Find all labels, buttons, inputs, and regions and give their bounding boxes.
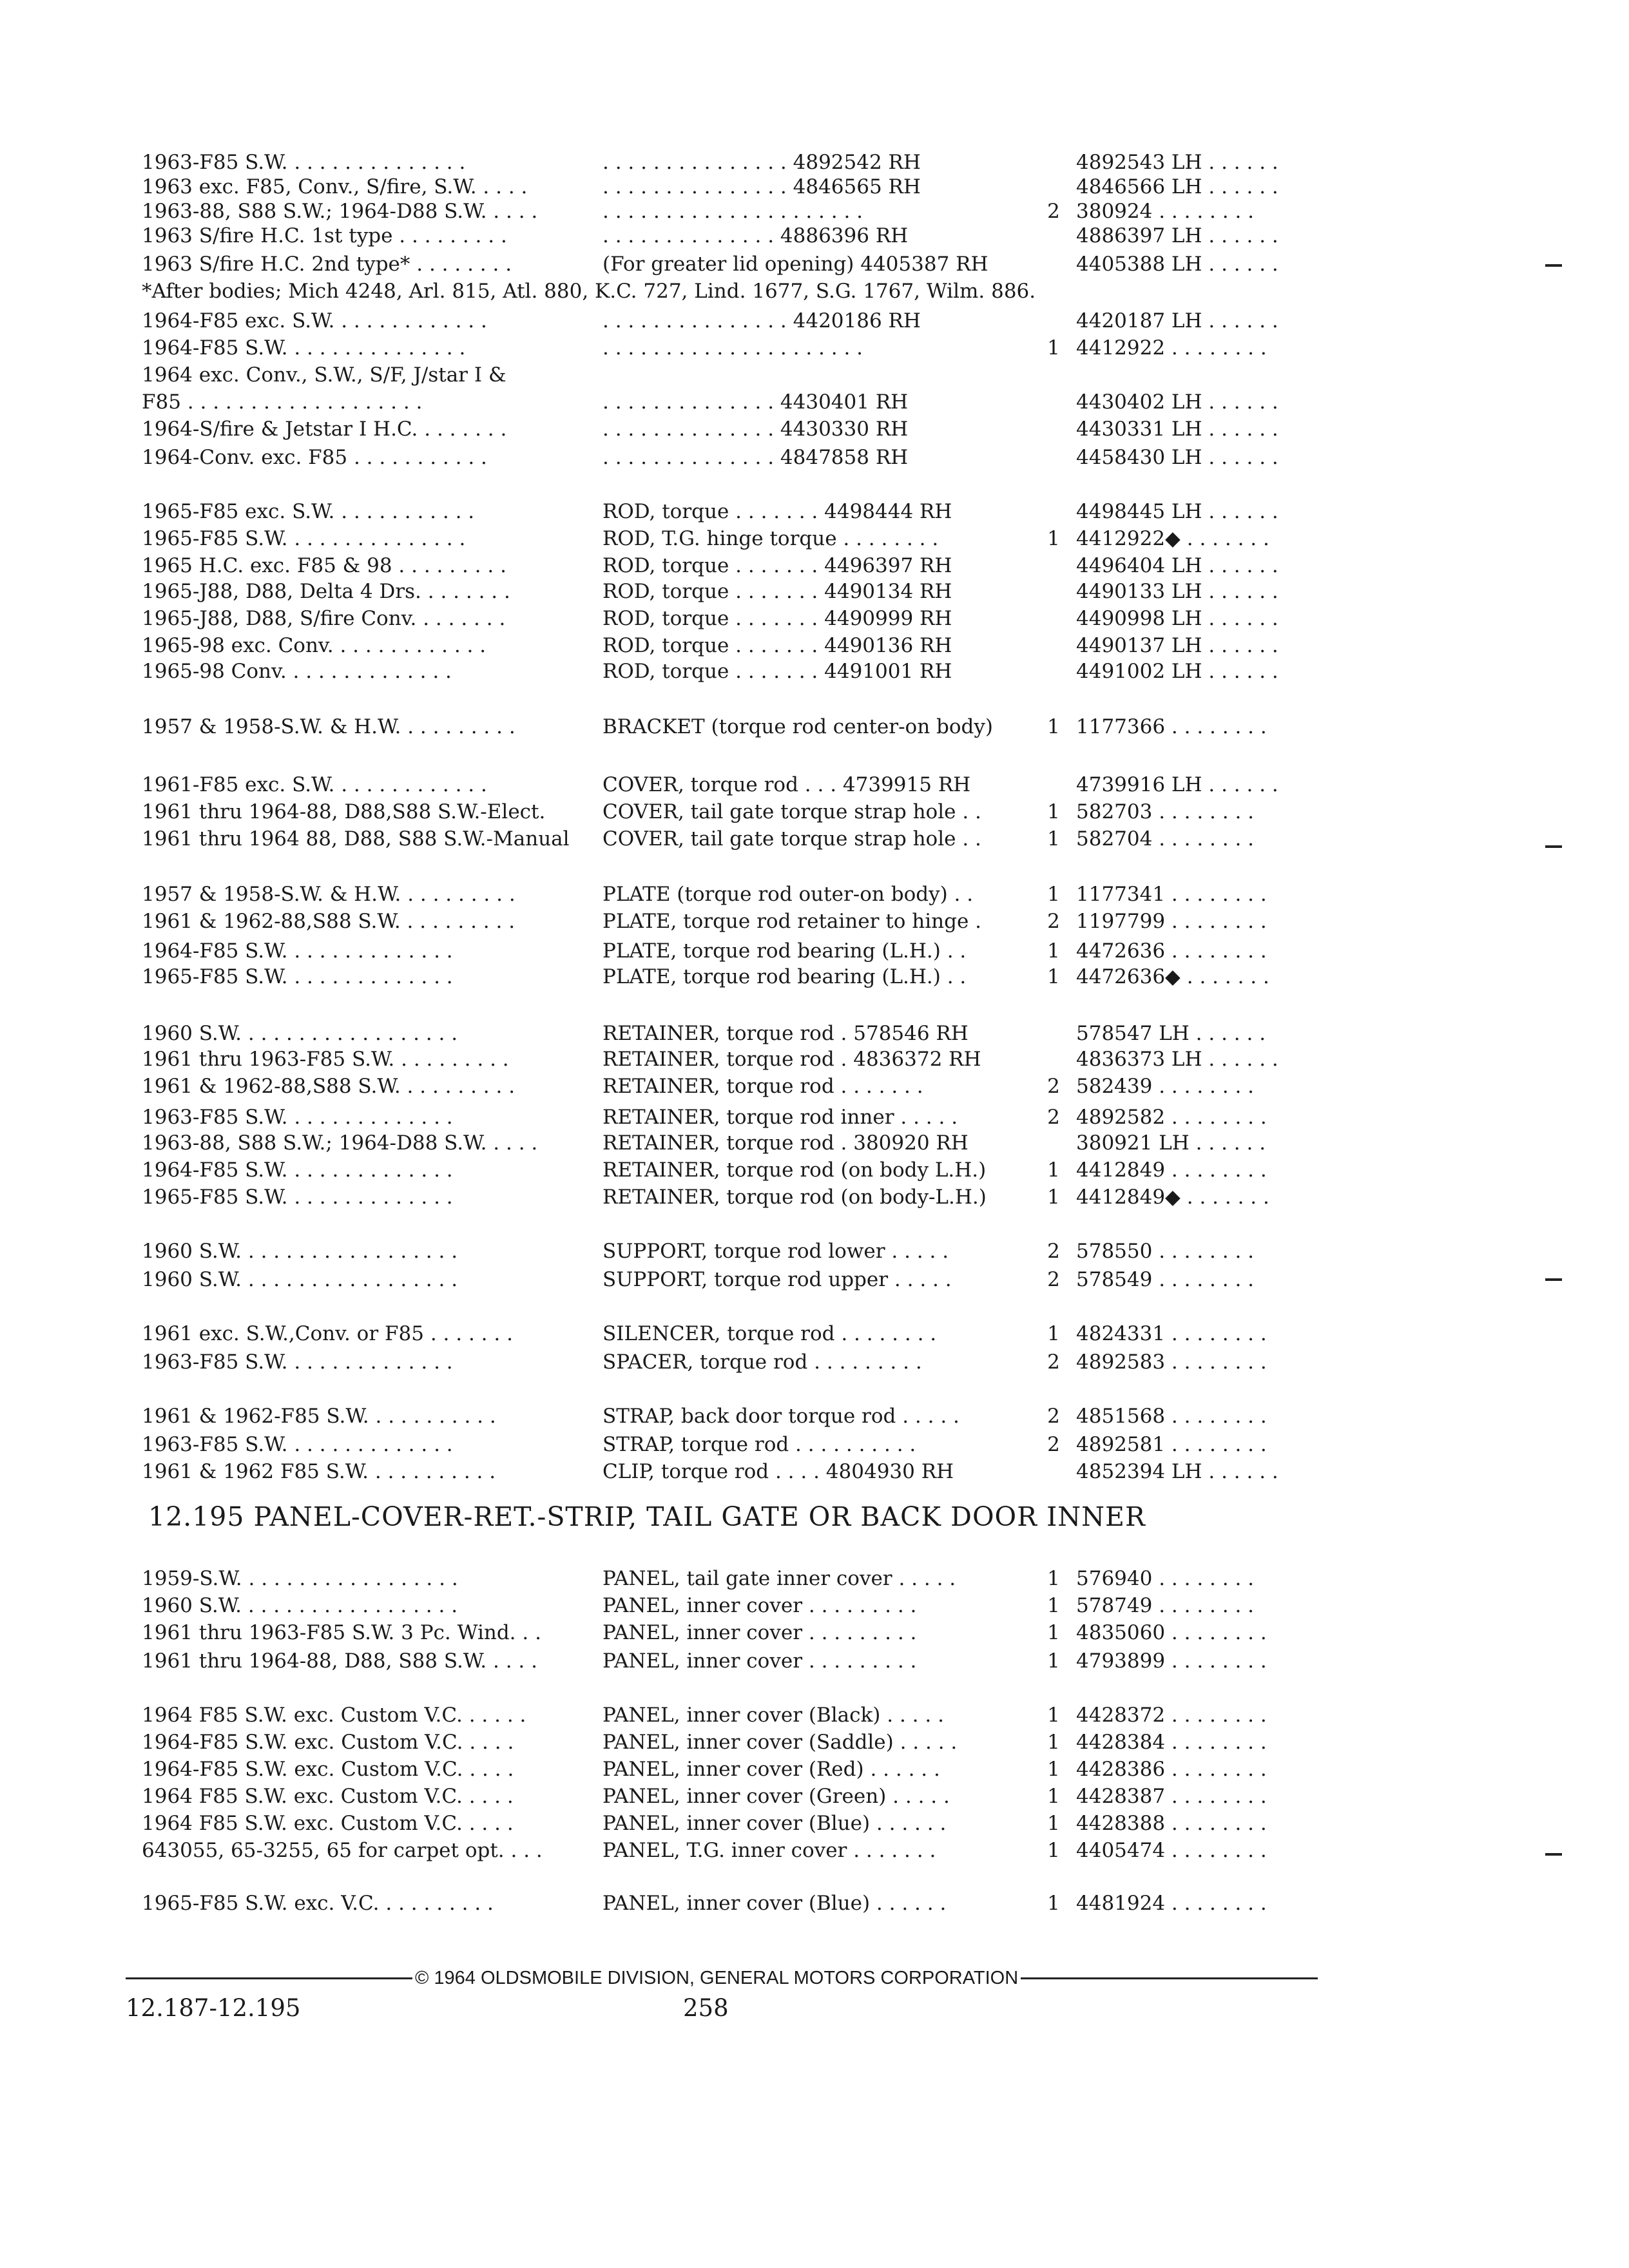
part-number-cell: 582703 . . . . . . . . bbox=[1076, 800, 1255, 823]
part-number-cell: 1177366 . . . . . . . . bbox=[1076, 715, 1267, 738]
description-cell: PANEL, tail gate inner cover . . . . . bbox=[602, 1567, 956, 1590]
description-cell: . . . . . . . . . . . . . . . 4420186 RH bbox=[602, 309, 921, 332]
description-cell: RETAINER, torque rod . 578546 RH bbox=[602, 1022, 969, 1045]
description-cell: ROD, torque . . . . . . . 4490999 RH bbox=[602, 607, 952, 630]
parts-row bbox=[0, 524, 1629, 553]
parts-row bbox=[0, 798, 1629, 826]
parts-row bbox=[0, 552, 1629, 580]
model-cell: 1961-F85 exc. S.W. . . . . . . . . . . . . bbox=[142, 773, 487, 796]
quantity-cell: 2 bbox=[1047, 1240, 1060, 1263]
parts-row bbox=[0, 497, 1629, 526]
description-cell: PANEL, inner cover (Blue) . . . . . . bbox=[602, 1892, 947, 1915]
description-cell: COVER, torque rod . . . 4739915 RH bbox=[602, 773, 971, 796]
parts-row bbox=[0, 937, 1629, 965]
description-cell: ROD, torque . . . . . . . 4491001 RH bbox=[602, 660, 952, 683]
quantity-cell: 1 bbox=[1047, 1567, 1060, 1590]
description-cell: PANEL, inner cover . . . . . . . . . bbox=[602, 1594, 917, 1617]
description-cell: (For greater lid opening) 4405387 RH bbox=[602, 253, 988, 276]
description-cell: . . . . . . . . . . . . . . 4430401 RH bbox=[602, 390, 909, 414]
model-cell: 1963-F85 S.W. . . . . . . . . . . . . . bbox=[142, 1350, 453, 1374]
part-number-cell: 4892583 . . . . . . . . bbox=[1076, 1350, 1267, 1374]
quantity-cell: 1 bbox=[1047, 715, 1060, 738]
part-number-cell: 4412849◆ . . . . . . . bbox=[1076, 1186, 1269, 1209]
description-cell: PANEL, inner cover (Blue) . . . . . . bbox=[602, 1812, 947, 1835]
description-cell: PANEL, T.G. inner cover . . . . . . . bbox=[602, 1839, 936, 1862]
part-number-cell: 4472636◆ . . . . . . . bbox=[1076, 965, 1269, 988]
parts-row bbox=[0, 1457, 1629, 1486]
quantity-cell: 2 bbox=[1047, 1106, 1060, 1129]
model-cell: 1964 F85 S.W. exc. Custom V.C. . . . . . bbox=[142, 1704, 526, 1727]
parts-row bbox=[0, 604, 1629, 633]
parts-row bbox=[0, 713, 1629, 741]
margin-mark bbox=[1545, 845, 1562, 848]
quantity-cell: 2 bbox=[1047, 200, 1060, 223]
description-cell: ROD, torque . . . . . . . 4496397 RH bbox=[602, 554, 952, 577]
description-cell: ROD, torque . . . . . . . 4498444 RH bbox=[602, 500, 952, 523]
description-cell: SUPPORT, torque rod upper . . . . . bbox=[602, 1268, 952, 1291]
quantity-cell: 2 bbox=[1047, 1350, 1060, 1374]
model-cell: 1964 F85 S.W. exc. Custom V.C. . . . . bbox=[142, 1785, 514, 1808]
description-cell: . . . . . . . . . . . . . . . 4892542 RH bbox=[602, 151, 921, 174]
part-number-cell: 4428384 . . . . . . . . bbox=[1076, 1731, 1267, 1754]
description-cell: PANEL, inner cover . . . . . . . . . bbox=[602, 1621, 917, 1644]
model-cell: 1963 exc. F85, Conv., S/fire, S.W. . . . . bbox=[142, 175, 528, 198]
quantity-cell: 1 bbox=[1047, 1812, 1060, 1835]
quantity-cell: 1 bbox=[1047, 1758, 1060, 1781]
part-number-cell: 578550 . . . . . . . . bbox=[1076, 1240, 1255, 1263]
part-number-cell: 4490137 LH . . . . . . bbox=[1076, 634, 1278, 657]
description-cell: RETAINER, torque rod . 380920 RH bbox=[602, 1131, 969, 1155]
part-number-cell: 4836373 LH . . . . . . bbox=[1076, 1048, 1278, 1071]
parts-row bbox=[0, 880, 1629, 908]
part-number-cell: 4472636 . . . . . . . . bbox=[1076, 939, 1267, 963]
part-number-cell: 4793899 . . . . . . . . bbox=[1076, 1649, 1267, 1673]
part-number-cell: 578549 . . . . . . . . bbox=[1076, 1268, 1255, 1291]
quantity-cell: 1 bbox=[1047, 1892, 1060, 1915]
model-cell: 1965-F85 S.W. exc. V.C. . . . . . . . . . bbox=[142, 1892, 494, 1915]
parts-row bbox=[0, 1755, 1629, 1783]
parts-row bbox=[0, 907, 1629, 936]
parts-row bbox=[0, 1156, 1629, 1184]
part-number-cell: 4490998 LH . . . . . . bbox=[1076, 607, 1278, 630]
model-cell: 1959-S.W. . . . . . . . . . . . . . . . . . bbox=[142, 1567, 458, 1590]
model-cell: 1961 thru 1964-88, D88, S88 S.W. . . . . bbox=[142, 1649, 537, 1673]
model-cell: 1960 S.W. . . . . . . . . . . . . . . . . . bbox=[142, 1594, 458, 1617]
part-number-cell: 4498445 LH . . . . . . bbox=[1076, 500, 1278, 523]
part-number-cell: 4491002 LH . . . . . . bbox=[1076, 660, 1278, 683]
part-number-cell: 1197799 . . . . . . . . bbox=[1076, 910, 1267, 933]
part-number-cell: 4430402 LH . . . . . . bbox=[1076, 390, 1278, 414]
description-cell: PLATE, torque rod bearing (L.H.) . . bbox=[602, 939, 967, 963]
margin-mark bbox=[1545, 1853, 1562, 1856]
quantity-cell: 1 bbox=[1047, 336, 1060, 360]
parts-row bbox=[0, 1348, 1629, 1376]
quantity-cell: 1 bbox=[1047, 1621, 1060, 1644]
model-cell: 1964-Conv. exc. F85 . . . . . . . . . . . bbox=[142, 446, 487, 469]
model-cell: 1961 thru 1964 88, D88, S88 S.W.-Manual bbox=[142, 827, 570, 850]
part-number-cell: 4892581 . . . . . . . . bbox=[1076, 1433, 1267, 1456]
description-cell: PLATE, torque rod retainer to hinge . bbox=[602, 910, 982, 933]
description-cell: SPACER, torque rod . . . . . . . . . bbox=[602, 1350, 922, 1374]
part-number-cell: 4428387 . . . . . . . . bbox=[1076, 1785, 1267, 1808]
model-cell: 1965-98 Conv. . . . . . . . . . . . . . bbox=[142, 660, 452, 683]
quantity-cell: 1 bbox=[1047, 965, 1060, 988]
part-number-cell: 1177341 . . . . . . . . bbox=[1076, 883, 1267, 906]
parts-row bbox=[0, 1701, 1629, 1729]
parts-row bbox=[0, 1564, 1629, 1593]
description-cell: . . . . . . . . . . . . . . 4847858 RH bbox=[602, 446, 909, 469]
part-number-cell: 4496404 LH . . . . . . bbox=[1076, 554, 1278, 577]
model-cell: 1965-J88, D88, S/fire Conv. . . . . . . . bbox=[142, 607, 506, 630]
parts-row bbox=[0, 1647, 1629, 1675]
footer-copyright: © 1964 OLDSMOBILE DIVISION, GENERAL MOTORS CORPORATION bbox=[412, 1965, 1021, 1991]
parts-row bbox=[0, 1103, 1629, 1131]
model-cell: F85 . . . . . . . . . . . . . . . . . . . bbox=[142, 390, 423, 414]
parts-row bbox=[0, 825, 1629, 853]
model-cell: 1960 S.W. . . . . . . . . . . . . . . . . . bbox=[142, 1240, 458, 1263]
description-cell: SUPPORT, torque rod lower . . . . . bbox=[602, 1240, 949, 1263]
description-cell: RETAINER, torque rod inner . . . . . bbox=[602, 1106, 958, 1129]
description-cell: RETAINER, torque rod (on body L.H.) bbox=[602, 1158, 987, 1182]
model-cell: 1964-F85 S.W. . . . . . . . . . . . . . . bbox=[142, 336, 466, 360]
model-cell: 1964-F85 S.W. . . . . . . . . . . . . . bbox=[142, 1158, 453, 1182]
quantity-cell: 1 bbox=[1047, 1594, 1060, 1617]
part-number-cell: 4412922◆ . . . . . . . bbox=[1076, 527, 1269, 550]
parts-row bbox=[0, 631, 1629, 660]
quantity-cell: 1 bbox=[1047, 800, 1060, 823]
model-cell: 1963 S/fire H.C. 2nd type* . . . . . . . . bbox=[142, 253, 512, 276]
quantity-cell: 1 bbox=[1047, 1158, 1060, 1182]
parts-row bbox=[0, 388, 1629, 416]
model-cell: 1961 thru 1964-88, D88,S88 S.W.-Elect. bbox=[142, 800, 546, 823]
description-cell: COVER, tail gate torque strap hole . . bbox=[602, 827, 981, 850]
part-number-cell: 578749 . . . . . . . . bbox=[1076, 1594, 1255, 1617]
parts-row bbox=[0, 222, 1629, 250]
parts-row bbox=[0, 1045, 1629, 1073]
parts-row bbox=[0, 1237, 1629, 1265]
parts-row bbox=[0, 1402, 1629, 1430]
model-cell: 1963-88, S88 S.W.; 1964-D88 S.W. . . . . bbox=[142, 1131, 538, 1155]
description-cell: PANEL, inner cover . . . . . . . . . bbox=[602, 1649, 917, 1673]
model-cell: 1964-S/fire & Jetstar I H.C. . . . . . . . bbox=[142, 418, 507, 441]
margin-mark bbox=[1545, 264, 1562, 267]
parts-row bbox=[0, 1072, 1629, 1100]
part-number-cell: 4405474 . . . . . . . . bbox=[1076, 1839, 1267, 1862]
part-number-cell: 4428386 . . . . . . . . bbox=[1076, 1758, 1267, 1781]
model-cell: 1961 & 1962-88,S88 S.W. . . . . . . . . . bbox=[142, 910, 516, 933]
margin-mark bbox=[1545, 1278, 1562, 1281]
quantity-cell: 1 bbox=[1047, 1785, 1060, 1808]
model-cell: 1961 thru 1963-F85 S.W. . . . . . . . . . bbox=[142, 1048, 509, 1071]
model-cell: 1964 F85 S.W. exc. Custom V.C. . . . . bbox=[142, 1812, 514, 1835]
model-cell: 1963-F85 S.W. . . . . . . . . . . . . . . bbox=[142, 151, 466, 174]
parts-row bbox=[0, 963, 1629, 991]
parts-row bbox=[0, 1889, 1629, 1917]
quantity-cell: 1 bbox=[1047, 1186, 1060, 1209]
model-cell: 1965-98 exc. Conv. . . . . . . . . . . . . bbox=[142, 634, 487, 657]
part-number-cell: 4412849 . . . . . . . . bbox=[1076, 1158, 1267, 1182]
quantity-cell: 1 bbox=[1047, 883, 1060, 906]
description-cell: STRAP, torque rod . . . . . . . . . . bbox=[602, 1433, 916, 1456]
quantity-cell: 2 bbox=[1047, 1405, 1060, 1428]
model-cell: 1964-F85 S.W. exc. Custom V.C. . . . . bbox=[142, 1731, 514, 1754]
model-cell: 1965-F85 S.W. . . . . . . . . . . . . . bbox=[142, 1186, 453, 1209]
part-number-cell: 582704 . . . . . . . . bbox=[1076, 827, 1255, 850]
parts-row bbox=[0, 1809, 1629, 1838]
description-cell: PLATE (torque rod outer-on body) . . bbox=[602, 883, 974, 906]
footer-section-range: 12.187-12.195 bbox=[126, 1994, 301, 2022]
parts-row bbox=[0, 250, 1629, 278]
description-cell: COVER, tail gate torque strap hole . . bbox=[602, 800, 981, 823]
parts-row bbox=[0, 1782, 1629, 1811]
model-cell: 1961 & 1962 F85 S.W. . . . . . . . . . . bbox=[142, 1460, 496, 1483]
quantity-cell: 2 bbox=[1047, 1433, 1060, 1456]
model-cell: 1960 S.W. . . . . . . . . . . . . . . . . . bbox=[142, 1268, 458, 1291]
description-cell: PANEL, inner cover (Green) . . . . . bbox=[602, 1785, 950, 1808]
part-number-cell: 4892543 LH . . . . . . bbox=[1076, 151, 1278, 174]
footer-page-number: 258 bbox=[683, 1994, 729, 2022]
model-cell: 1965-F85 S.W. . . . . . . . . . . . . . bbox=[142, 965, 453, 988]
part-number-cell: 4458430 LH . . . . . . bbox=[1076, 446, 1278, 469]
part-number-cell: 4420187 LH . . . . . . bbox=[1076, 309, 1278, 332]
description-cell: RETAINER, torque rod . 4836372 RH bbox=[602, 1048, 981, 1071]
description-cell: RETAINER, torque rod . . . . . . . bbox=[602, 1075, 923, 1098]
parts-row bbox=[0, 577, 1629, 606]
part-number-cell: 4835060 . . . . . . . . bbox=[1076, 1621, 1267, 1644]
model-cell: 1963-F85 S.W. . . . . . . . . . . . . . bbox=[142, 1433, 453, 1456]
quantity-cell: 1 bbox=[1047, 1704, 1060, 1727]
description-cell: PANEL, inner cover (Black) . . . . . bbox=[602, 1704, 944, 1727]
model-cell: 1963-F85 S.W. . . . . . . . . . . . . . bbox=[142, 1106, 453, 1129]
parts-row bbox=[0, 307, 1629, 335]
part-number-cell: 380924 . . . . . . . . bbox=[1076, 200, 1255, 223]
quantity-cell: 1 bbox=[1047, 1322, 1060, 1345]
parts-row bbox=[0, 415, 1629, 443]
part-number-cell: 4886397 LH . . . . . . bbox=[1076, 224, 1278, 247]
parts-row bbox=[0, 443, 1629, 472]
parts-row bbox=[0, 1129, 1629, 1157]
description-cell: STRAP, back door torque rod . . . . . bbox=[602, 1405, 959, 1428]
description-cell: BRACKET (torque rod center-on body) bbox=[602, 715, 993, 738]
model-cell: 1965 H.C. exc. F85 & 98 . . . . . . . . . bbox=[142, 554, 506, 577]
model-cell: 1964-F85 S.W. . . . . . . . . . . . . . bbox=[142, 939, 453, 963]
model-cell: 1957 & 1958-S.W. & H.W. . . . . . . . . . bbox=[142, 715, 516, 738]
quantity-cell: 1 bbox=[1047, 939, 1060, 963]
part-number-cell: 4739916 LH . . . . . . bbox=[1076, 773, 1278, 796]
part-number-cell: 578547 LH . . . . . . bbox=[1076, 1022, 1266, 1045]
parts-row bbox=[0, 1836, 1629, 1865]
section-heading: 12.195 PANEL-COVER-RET.-STRIP, TAIL GATE OR BACK DOOR INNER bbox=[148, 1501, 1146, 1532]
model-cell: 1964-F85 exc. S.W. . . . . . . . . . . . . bbox=[142, 309, 487, 332]
quantity-cell: 1 bbox=[1047, 1731, 1060, 1754]
parts-row bbox=[0, 1019, 1629, 1048]
parts-row bbox=[0, 1320, 1629, 1348]
description-cell: PANEL, inner cover (Red) . . . . . . bbox=[602, 1758, 940, 1781]
model-cell: 1965-J88, D88, Delta 4 Drs. . . . . . . . bbox=[142, 580, 510, 603]
part-number-cell: 4824331 . . . . . . . . bbox=[1076, 1322, 1267, 1345]
parts-row bbox=[0, 1591, 1629, 1620]
footer-rule-left bbox=[126, 1977, 416, 1979]
description-cell: . . . . . . . . . . . . . . . 4846565 RH bbox=[602, 175, 921, 198]
description-cell: . . . . . . . . . . . . . . 4430330 RH bbox=[602, 418, 909, 441]
part-number-cell: 380921 LH . . . . . . bbox=[1076, 1131, 1266, 1155]
model-cell: 1961 & 1962-88,S88 S.W. . . . . . . . . . bbox=[142, 1075, 516, 1098]
model-cell: 1965-F85 S.W. . . . . . . . . . . . . . . bbox=[142, 527, 466, 550]
part-number-cell: 4428372 . . . . . . . . bbox=[1076, 1704, 1267, 1727]
part-number-cell: 576940 . . . . . . . . bbox=[1076, 1567, 1255, 1590]
model-cell: 1965-F85 exc. S.W. . . . . . . . . . . . bbox=[142, 500, 475, 523]
part-number-cell: 4405388 LH . . . . . . bbox=[1076, 253, 1278, 276]
parts-row bbox=[0, 334, 1629, 362]
part-number-cell: 4430331 LH . . . . . . bbox=[1076, 418, 1278, 441]
description-cell: CLIP, torque rod . . . . 4804930 RH bbox=[602, 1460, 954, 1483]
model-cell: 1960 S.W. . . . . . . . . . . . . . . . . . bbox=[142, 1022, 458, 1045]
part-number-cell: 4490133 LH . . . . . . bbox=[1076, 580, 1278, 603]
parts-row bbox=[0, 771, 1629, 799]
part-number-cell: 4892582 . . . . . . . . bbox=[1076, 1106, 1267, 1129]
part-number-cell: 4852394 LH . . . . . . bbox=[1076, 1460, 1278, 1483]
quantity-cell: 2 bbox=[1047, 1268, 1060, 1291]
model-cell: 1964 exc. Conv., S.W., S/F, J/star I & bbox=[142, 363, 506, 387]
description-cell: SILENCER, torque rod . . . . . . . . bbox=[602, 1322, 937, 1345]
model-cell: 1961 & 1962-F85 S.W. . . . . . . . . . . bbox=[142, 1405, 496, 1428]
parts-row bbox=[0, 1265, 1629, 1294]
model-cell: 1963 S/fire H.C. 1st type . . . . . . . . . bbox=[142, 224, 507, 247]
description-cell: PANEL, inner cover (Saddle) . . . . . bbox=[602, 1731, 958, 1754]
parts-row bbox=[0, 1619, 1629, 1647]
parts-row bbox=[0, 1430, 1629, 1459]
part-number-cell: 4428388 . . . . . . . . bbox=[1076, 1812, 1267, 1835]
description-cell: . . . . . . . . . . . . . . 4886396 RH bbox=[602, 224, 909, 247]
description-cell: ROD, T.G. hinge torque . . . . . . . . bbox=[602, 527, 939, 550]
quantity-cell: 1 bbox=[1047, 827, 1060, 850]
part-number-cell: 4481924 . . . . . . . . bbox=[1076, 1892, 1267, 1915]
part-number-cell: 4851568 . . . . . . . . bbox=[1076, 1405, 1267, 1428]
parts-row bbox=[0, 361, 1629, 389]
description-cell: . . . . . . . . . . . . . . . . . . . . . bbox=[602, 200, 863, 223]
footnote: *After bodies; Mich 4248, Arl. 815, Atl. 880, K.C. 727, Lind. 1677, S.G. 1767, Wilm. 886. bbox=[142, 280, 1036, 303]
quantity-cell: 1 bbox=[1047, 527, 1060, 550]
description-cell: RETAINER, torque rod (on body-L.H.) bbox=[602, 1186, 987, 1209]
model-cell: 1964-F85 S.W. exc. Custom V.C. . . . . bbox=[142, 1758, 514, 1781]
description-cell: PLATE, torque rod bearing (L.H.) . . bbox=[602, 965, 967, 988]
parts-row bbox=[0, 1728, 1629, 1756]
quantity-cell: 1 bbox=[1047, 1649, 1060, 1673]
model-cell: 1957 & 1958-S.W. & H.W. . . . . . . . . . bbox=[142, 883, 516, 906]
part-number-cell: 4412922 . . . . . . . . bbox=[1076, 336, 1267, 360]
description-cell: ROD, torque . . . . . . . 4490134 RH bbox=[602, 580, 952, 603]
model-cell: 1963-88, S88 S.W.; 1964-D88 S.W. . . . . bbox=[142, 200, 538, 223]
quantity-cell: 2 bbox=[1047, 910, 1060, 933]
part-number-cell: 4846566 LH . . . . . . bbox=[1076, 175, 1278, 198]
model-cell: 1961 thru 1963-F85 S.W. 3 Pc. Wind. . . bbox=[142, 1621, 541, 1644]
model-cell: 643055, 65-3255, 65 for carpet opt. . . . bbox=[142, 1839, 543, 1862]
part-number-cell: 582439 . . . . . . . . bbox=[1076, 1075, 1255, 1098]
quantity-cell: 1 bbox=[1047, 1839, 1060, 1862]
parts-row bbox=[0, 1183, 1629, 1211]
model-cell: 1961 exc. S.W.,Conv. or F85 . . . . . . . bbox=[142, 1322, 513, 1345]
description-cell: ROD, torque . . . . . . . 4490136 RH bbox=[602, 634, 952, 657]
description-cell: . . . . . . . . . . . . . . . . . . . . . bbox=[602, 336, 863, 360]
quantity-cell: 2 bbox=[1047, 1075, 1060, 1098]
parts-row bbox=[0, 657, 1629, 686]
